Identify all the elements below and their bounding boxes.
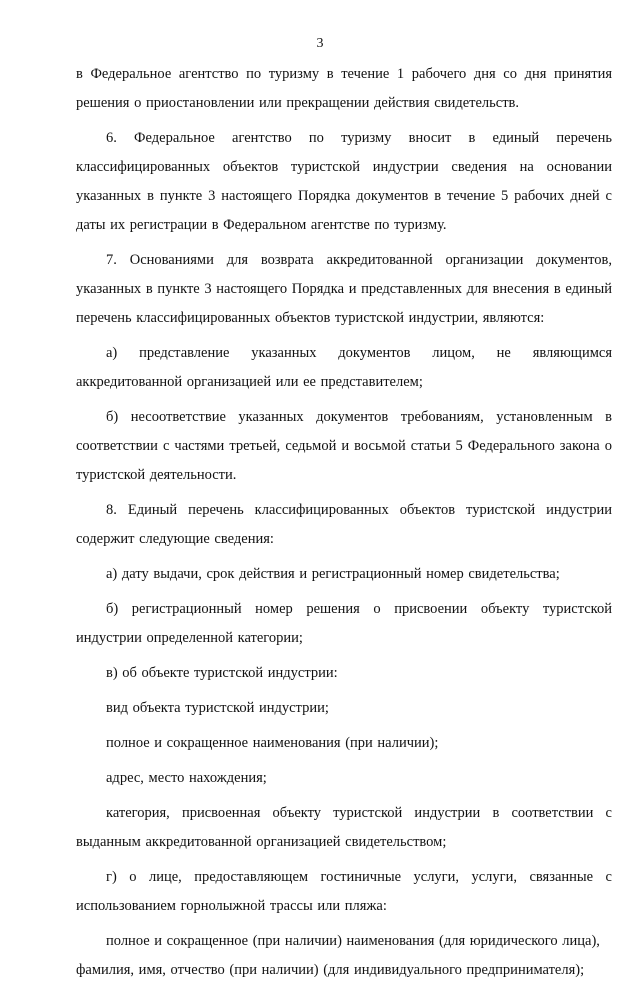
paragraph-object-type: вид объекта туристской индустрии;: [106, 700, 329, 716]
page-number: 3: [316, 36, 324, 51]
paragraph-item-7: 7. Основаниями для возврата аккредитованной организации документов, указанных в пункте 3 настоящего Порядка и представленных для внесения в единый перечень классифицированных объектов туристской индустрии, являются:: [76, 252, 612, 326]
paragraph-item-8b: б) регистрационный номер решения о присвоении объекту туристской индустрии определенной категории;: [76, 601, 612, 646]
document-body: [76, 60, 612, 991]
paragraph-item-6: 6. Федеральное агентство по туризму вносит в единый перечень классифицированных объектов туристской индустрии сведения на основании указанных в пункте 3 настоящего Порядка документов в течение 5 рабочих дней с даты их регистрации в Федеральном агентстве по туризму.: [76, 130, 612, 233]
paragraph-continuation: в Федеральное агентство по туризму в течение 1 рабочего дня со дня принятия решения о приостановлении или прекращении действия свидетельств.: [76, 66, 612, 111]
paragraph-item-7a: а) представление указанных документов лицом, не являющимся аккредитованной организацией или ее представителем;: [76, 345, 612, 390]
paragraph-item-7b: б) несоответствие указанных документов требованиям, установленным в соответствии с частями третьей, седьмой и восьмой статьи 5 Федерального закона о туристской деятельности.: [76, 409, 612, 483]
paragraph-legal-entity-names: полное и сокращенное (при наличии) наименования (для юридического лица),: [106, 933, 600, 949]
paragraph-object-address: адрес, место нахождения;: [106, 770, 267, 786]
paragraph-entrepreneur-name: фамилия, имя, отчество (при наличии) (для индивидуального предпринимателя);: [76, 962, 585, 978]
paragraph-item-8g: г) о лице, предоставляющем гостиничные услуги, услуги, связанные с использованием горнолыжной трассы или пляжа:: [76, 869, 612, 914]
paragraph-item-8: 8. Единый перечень классифицированных объектов туристской индустрии содержит следующие сведения:: [76, 502, 612, 547]
paragraph-item-8v: в) об объекте туристской индустрии:: [106, 665, 338, 681]
paragraph-object-names: полное и сокращенное наименования (при наличии);: [106, 735, 439, 751]
paragraph-object-category: категория, присвоенная объекту туристской индустрии в соответствии с выданным аккредитованной организацией свидетельством;: [76, 805, 612, 850]
paragraph-item-8a: а) дату выдачи, срок действия и регистрационный номер свидетельства;: [106, 566, 560, 582]
